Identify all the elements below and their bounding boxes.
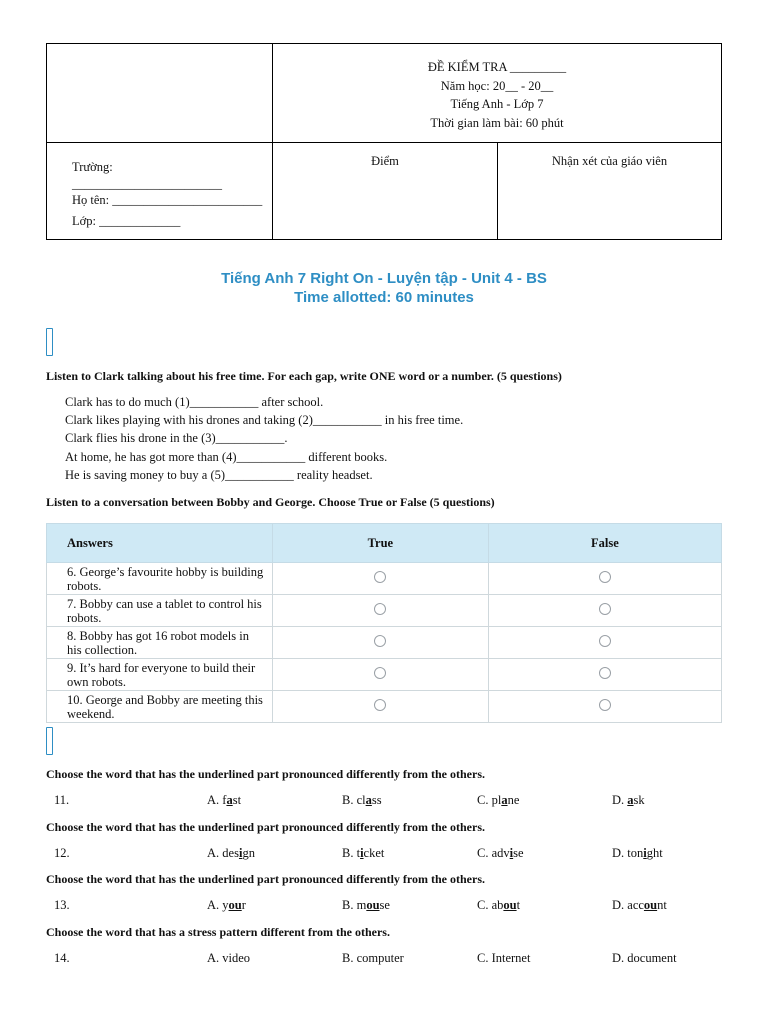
- listening1-instruction: Listen to Clark talking about his free time. For each gap, write ONE word or a number. (5 questions): [46, 369, 562, 383]
- listening2-instruction: Listen to a conversation between Bobby and George. Choose True or False (5 questions): [46, 495, 495, 509]
- option-a[interactable]: A. video: [207, 951, 251, 965]
- option-c[interactable]: C. Internet: [477, 951, 531, 965]
- table-row: [47, 595, 722, 627]
- false-radio[interactable]: [599, 699, 611, 711]
- option-a[interactable]: A. design: [207, 846, 255, 860]
- false-radio[interactable]: [599, 603, 611, 615]
- table-row: [47, 627, 722, 659]
- option-d[interactable]: D. tonight: [612, 846, 663, 860]
- exam-title: ĐỀ KIỂM TRA _________: [427, 60, 567, 74]
- table-row: [47, 691, 722, 723]
- true-false-table: [46, 523, 722, 723]
- true-radio[interactable]: [374, 699, 386, 711]
- stress-instruction: Choose the word that has a stress pattern different from the others.: [46, 925, 390, 939]
- divider: [47, 142, 721, 143]
- question-text: 8. Bobby has got 16 robot models in his collection.: [47, 627, 273, 659]
- pronunciation-instruction: Choose the word that has the underlined part pronounced differently from the others.: [46, 820, 486, 834]
- title-line1: Tiếng Anh 7 Right On - Luyện tập - Unit 4 - BS: [221, 270, 547, 287]
- score-label: Điểm: [371, 154, 399, 168]
- student-info: [72, 157, 262, 232]
- true-radio[interactable]: [374, 667, 386, 679]
- school-label: Trường:: [72, 160, 113, 174]
- option-b[interactable]: B. class: [342, 793, 382, 807]
- gap-line-5: He is saving money to buy a (5)___________ reality headset.: [65, 468, 373, 482]
- question-number: 12.: [54, 846, 70, 860]
- table-row: [47, 563, 722, 595]
- option-c[interactable]: C. advise: [477, 846, 524, 860]
- title-line2: Time allotted: 60 minutes: [294, 289, 474, 306]
- false-radio[interactable]: [599, 667, 611, 679]
- question-text: 7. Bobby can use a tablet to control his robots.: [47, 595, 273, 627]
- section-marker: [46, 328, 53, 356]
- option-c[interactable]: C. about: [477, 898, 521, 912]
- table-row: [47, 659, 722, 691]
- page-title: [0, 269, 768, 307]
- duration: Thời gian làm bài: 60 phút: [430, 115, 564, 130]
- remark-label: Nhận xét của giáo viên: [551, 154, 668, 168]
- school-blank: ________________________: [72, 177, 222, 191]
- true-radio[interactable]: [374, 571, 386, 583]
- true-radio[interactable]: [374, 603, 386, 615]
- question-text: 9. It’s hard for everyone to build their own robots.: [47, 659, 273, 691]
- question-number: 13.: [54, 898, 70, 912]
- gap-line-1: Clark has to do much (1)___________ after school.: [65, 395, 324, 409]
- section-marker: [46, 727, 53, 755]
- option-b[interactable]: B. mouse: [342, 898, 390, 912]
- true-radio[interactable]: [374, 635, 386, 647]
- exam-info: [273, 58, 721, 132]
- option-d[interactable]: D. document: [612, 951, 677, 965]
- option-b[interactable]: B. ticket: [342, 846, 385, 860]
- question-number: 14.: [54, 951, 70, 965]
- option-d[interactable]: D. ask: [612, 793, 645, 807]
- col-false: False: [488, 524, 721, 563]
- pronunciation-instruction: Choose the word that has the underlined part pronounced differently from the others.: [46, 767, 486, 781]
- exam-header-table: [46, 43, 722, 240]
- question-text: 6. George’s favourite hobby is building robots.: [47, 563, 273, 595]
- pronunciation-instruction: Choose the word that has the underlined part pronounced differently from the others.: [46, 872, 486, 886]
- gap-line-3: Clark flies his drone in the (3)___________.: [65, 431, 288, 445]
- false-radio[interactable]: [599, 635, 611, 647]
- question-number: 11.: [54, 793, 70, 807]
- col-true: True: [273, 524, 489, 563]
- option-c[interactable]: C. plane: [477, 793, 520, 807]
- gap-line-2: Clark likes playing with his drones and taking (2)___________ in his free time.: [65, 413, 464, 427]
- false-radio[interactable]: [599, 571, 611, 583]
- col-answers: Answers: [47, 524, 273, 563]
- option-a[interactable]: A. your: [207, 898, 246, 912]
- option-d[interactable]: D. account: [612, 898, 667, 912]
- question-text: 10. George and Bobby are meeting this weekend.: [47, 691, 273, 723]
- subject: Tiếng Anh - Lớp 7: [450, 97, 544, 111]
- class-label: Lớp: _____________: [72, 214, 181, 228]
- school-year: Năm học: 20__ - 20__: [440, 78, 554, 93]
- gap-line-4: At home, he has got more than (4)___________ different books.: [65, 450, 388, 464]
- name-label: Họ tên: ________________________: [72, 193, 263, 207]
- option-a[interactable]: A. fast: [207, 793, 242, 807]
- option-b[interactable]: B. computer: [342, 951, 404, 965]
